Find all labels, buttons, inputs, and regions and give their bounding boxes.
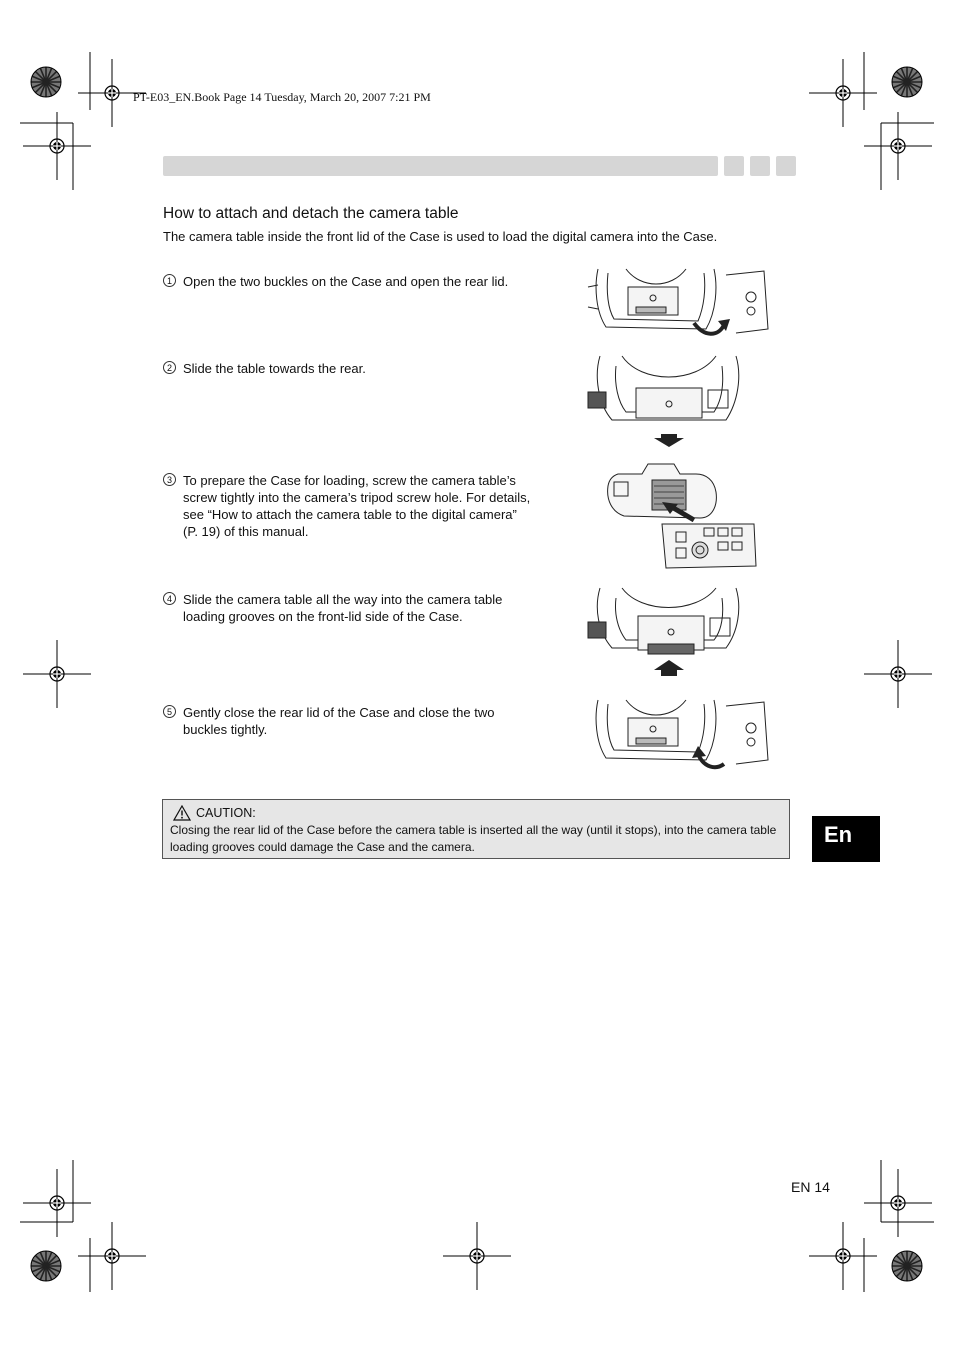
registration-mark-icon (864, 112, 932, 180)
header-bar (163, 156, 718, 176)
step-number: 3 (163, 473, 176, 486)
language-tab: En (812, 816, 880, 862)
warning-triangle-icon (173, 805, 191, 821)
registration-mark-icon (23, 640, 91, 708)
color-calibration-wheel-icon (892, 67, 922, 97)
step-text: Slide the table towards the rear. (183, 361, 366, 376)
section-title: How to attach and detach the camera table (163, 205, 459, 222)
registration-mark-icon (864, 1169, 932, 1237)
registration-mark-icon (23, 1169, 91, 1237)
registration-mark-icon (809, 59, 877, 127)
page-number: EN 14 (791, 1179, 830, 1195)
section-intro: The camera table inside the front lid of the Case is used to load the digital camera into the Case. (163, 229, 718, 244)
registration-mark-icon (443, 1222, 511, 1290)
caution-text: Closing the rear lid of the Case before the camera table is inserted all the way (until it stops), into the camera table loading grooves could damage the Case and the camera. (170, 823, 777, 854)
arrow-icon (654, 434, 684, 447)
print-header: PT-E03_EN.Book Page 14 Tuesday, March 20, 2007 7:21 PM (133, 90, 431, 104)
illustration-camera-table-screw (604, 462, 766, 572)
header-bar-block (724, 156, 744, 176)
illustration-open-rear-lid (586, 267, 770, 339)
step-number: 1 (163, 274, 176, 287)
arrow-icon (654, 660, 684, 676)
caution-label: CAUTION: (196, 806, 256, 820)
color-calibration-wheel-icon (31, 67, 61, 97)
step-text: Gently close the rear lid of the Case and close the two buckles tightly. (183, 705, 495, 737)
registration-mark-icon (864, 640, 932, 708)
caution-box (162, 799, 790, 859)
step-number: 4 (163, 592, 176, 605)
illustration-slide-table-rear (586, 354, 754, 450)
caution-heading (173, 805, 256, 821)
step-number: 5 (163, 705, 176, 718)
color-calibration-wheel-icon (892, 1251, 922, 1281)
header-bar-block (776, 156, 796, 176)
registration-mark-icon (809, 1222, 877, 1290)
step-number: 2 (163, 361, 176, 374)
step-text: Open the two buckles on the Case and open the rear lid. (183, 274, 509, 289)
step-text: Slide the camera table all the way into the camera table loading grooves on the front-lid side of the Case. (183, 592, 503, 624)
step-text: To prepare the Case for loading, screw the camera table’s screw tightly into the camera’s tripod screw hole. For details, see “How to attach the camera table to the digital camera” (P. 19) of this manual. (183, 473, 531, 539)
illustration-slide-table-front (586, 586, 754, 678)
registration-mark-icon (23, 112, 91, 180)
color-calibration-wheel-icon (31, 1251, 61, 1281)
registration-mark-icon (78, 1222, 146, 1290)
illustration-close-rear-lid (586, 698, 770, 770)
header-bar-block (750, 156, 770, 176)
